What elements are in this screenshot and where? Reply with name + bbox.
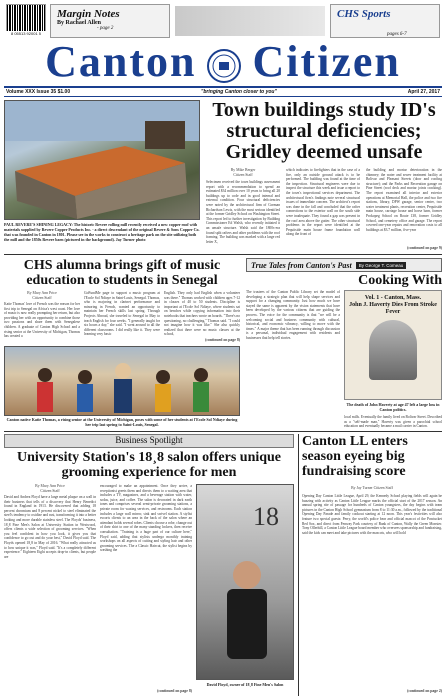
masthead xyxy=(0,37,446,86)
masthead-canton: Canton xyxy=(45,37,197,86)
canton-ll-col-1: Opening Day Canton Little League, April 29, the Kennedy School playing fields will again be buzzing with activity as Canton Little League marks the official start of the 2017 season. An annual spring rite of passage for hundreds of Canton youngsters, the day begins with team pictures in the Canton High School gymnasium from 8 to 11:30 a.m., followed by the traditional Opening Day Parade and family cookout starting at 12 noon. This year's festivities will also feature two special guests: Perry, the world's police bear and official mascot of the Pawtucket Red Sox, and direct from Fenway Park courtesy of Bank of Canton, Wally the Green Monster. Tony Ollerhill, a Canton Little League board member who oversees sponsorship and fundraising, said the kids can meet and take pictures with the mascots, who will hold xyxy=(302,494,442,535)
canton-ll-continued[interactable]: (continued on page 2) xyxy=(407,689,442,693)
teaser-page: - page 2 xyxy=(97,26,114,31)
lead-byline: By Mike Berger Citizen Staff xyxy=(230,168,256,177)
alumna-photo xyxy=(4,346,240,416)
svg-text:18: 18 xyxy=(253,502,279,531)
teaser-subtitle: By Rachael Allen xyxy=(57,20,102,26)
teaser-margin-notes[interactable] xyxy=(50,4,170,38)
teaser-chs-sports[interactable] xyxy=(330,4,440,38)
masthead-citizen: Citizen xyxy=(252,37,401,86)
teaser-page: pages 6-7 xyxy=(387,32,407,37)
lead-col-1: Selectmen received the town buildings assessment report with a recommendation to spend an estimated $34 million over 10 years to bring all 20 buildings up to code and in good internal and external condition. Four structural deficiencies were noted by the architectural firm of Gorman Richardson Lewis, with the most serious identified at the former Gridley School on Washington Street. This report led to further investigation by Building Commissioner Ed Walsh, who recently initiated it an unsafe structure. Walsh said the 1800s-era found split rafters and other problems with the roof framing. The building was marked with a large red letter X, xyxy=(206,180,280,244)
issue-date: April 27, 2017 xyxy=(407,89,440,95)
business-col-1: David and Andrea Floyd have a large metal plaque on a wall in their business that tells of a discovery that Henry Benedict found in England in 1913. He discovered that adding 18 percent chromium and 8 percent nickel to steel eliminated the steel's tendency to oxidize and rust, transforming it into a better looking and more durable stainless steel. The Floyds' business, 18¸8 Fine Men's Salon at University Station in Westwood, offers clients a wide selection of grooming services. "When you feel confident in how you look, it gives you that confidence to go out and do your best," David Floyd said. The Floyds opened 18¸8 in May of 2016. "What really attracted us to how unique it was," Floyd said. "It's a completely different experience." Eighteen Eight accepts drop-in clients, but people are xyxy=(4,495,96,559)
true-tales-title: True Tales from Canton's Past xyxy=(251,260,352,270)
haverty-caption: The death of John Haverty at age 47 left a large loss in Canton politics. xyxy=(346,402,440,412)
clipping-text: Vol. 1 - Canton, Mass. John J. Haverty Dies From Stroke Fever xyxy=(349,295,437,315)
lead-col-3: the building and mortar deterioration in the chimney; the water and sewer treatment facility at Bolivar and Pleasant Streets (door and roofing structure); and the Parks and Recreation garage on Pine Street (roof deck and mortar joints cracking). The report examined all interior and exterior operations at Memorial Hall, the police and two fire stations, library, DPW garage, senior center, two water treatment plants, recreation center, Pequitside main house, carriage house and horse barn, former Prokopeg School on Route 138, former Gridley School, and cemetery office and garage. The report covered one-year repairs and renovation costs to all buildings at $3.7 million, five-year xyxy=(366,168,442,232)
alumna-byline: By Mary Ann Price Citizen Staff xyxy=(27,291,57,300)
true-tales-byline: By George T. Comeau xyxy=(356,262,406,269)
divider xyxy=(4,254,442,255)
header-ad-photo xyxy=(175,6,325,36)
lead-headline[interactable]: Town buildings study ID's structural deficiencies; Gridley deemed unsafe xyxy=(212,99,436,163)
barcode-icon xyxy=(6,4,46,34)
volume-issue: Volume XXX Issue 35 $1.00 xyxy=(6,89,71,95)
barcode-number: 8 05513 92001 5 xyxy=(6,31,46,37)
true-tales-col-3: local mills. Eventually the family lived on Bolivar Street. Described as a "self-made man," Haverty was given a parochial school education and eventually became a mail carrier in Canton. xyxy=(344,415,442,429)
canton-ll-byline: By Jay Turner Citizen Staff xyxy=(351,486,393,490)
haverty-clipping xyxy=(344,290,442,400)
true-tales-col-1: The trustees of the Canton Public Library set the model of developing a strategic plan that will help shape services and support for a changing community. Just how much we have stayed the same is apparent by the vision statements that have been developed by the various citizens that are guiding the process. The voice for the community is that "we will be a welcoming social and business community with cultural, historical, and economic vibrancy, willing to move with the times." A major theme that has been running through discussion is a personal, individual engagement with residents and businesses that help tell stories. xyxy=(246,290,340,340)
column-divider xyxy=(298,434,299,696)
true-tales-banner xyxy=(246,258,442,272)
business-continued[interactable]: (continued on page 8) xyxy=(157,689,192,693)
divider xyxy=(4,431,442,432)
alumna-headline[interactable]: CHS alumna brings gift of music education to students in Senegal xyxy=(23,258,221,288)
revere-mill-photo xyxy=(4,100,200,220)
alumna-photo-caption: Canton native Katie Thomas, a rising senior at the University of Michigan, poses with some of her students at l'Ecole Sol Ndiaye during her trip last spring to Saint-Louis, Senegal. xyxy=(6,417,238,427)
business-byline: By Mary Ann Price Citizen Staff xyxy=(35,484,65,493)
lead-col-2: which indicates to firefighters that in the case of a fire, only an outside ground attack is to be performed. The building was found at the time of the inspection. Structural engineers were due to inspect the structure this week and issue a report to the town's inspectional services department. The architectural firm's findings note several structural issues of immediate concern. The architect's report was done in the fall and concluded that the rafter connections to the exterior wall on the south side were inadequate. They found a gap was present in the roof area above the gutter. The other structural problems in the report were identified at the Pequitside main house frame foundation wall along the front of xyxy=(286,168,360,237)
alumna-col-1: Katie Thomas' love of French was the reason for her first trip to Senegal on Africa's west coast. Her love of music is now really prompting her return, but also providing her with an opportunity to combine those two passions and share them with Senegalese children. A graduate of Canton High School and a rising senior at the University of Michigan, Thomas has created a xyxy=(4,302,80,339)
slogan: "bringing Canton closer to you" xyxy=(201,89,277,95)
teaser-title: Margin Notes xyxy=(57,8,120,20)
alumna-col-3: English. They only had English when a volunteer was there." Thomas worked with children ages 7-12 in classes of 40 to 50 students. Discipline is important at l'Ecole Sol Ndiaye, where students sat on benches while copying information into their notebooks that teachers wrote on boards. "There's no questioning, no challenging," Thomas said. "I could not imagine how it was like." She also quickly realized that there were no music classes at the school, xyxy=(164,291,240,337)
lead-continued[interactable]: (continued on page 9) xyxy=(407,246,442,250)
dateline xyxy=(4,86,442,97)
true-tales-headline[interactable]: Cooking With xyxy=(358,273,442,288)
floyd-photo xyxy=(196,484,294,680)
alumna-col-2: GoFundMe page to support a music program at l'Ecole Sol Ndiaye in Saint-Louis, Senegal. Thomas, who is majoring in clarinet performance and minoring in French, wanted an opportunity to maintain her French skills last spring. Through Projects Abroad, she traveled to Senegal in May to teach English for four weeks. "I generally taught for six hours a day," she said. "I went around to all the different classrooms. I did really like it. They were learning very basic xyxy=(84,291,160,337)
business-headline[interactable]: University Station's 18¸8 salon offers unique grooming experience for men xyxy=(16,450,282,480)
canton-ll-headline[interactable]: Canton LL enters season eyeing big fundraising score xyxy=(302,434,408,479)
haverty-portrait xyxy=(369,320,417,380)
business-col-2: encouraged to make an appointment. Once they arrive, a receptionist greets them and directs them to a waiting area that includes a TV, magazines, and a beverage station with water, sodas, juice, and coffee. The salon is decorated in dark earth tones and comprises several semi-private grooming stations, a private room for waxing services, and restrooms. Each station includes a large wall mirror, sink and swivel station. A stylist escorts clients to an area in the back of the salon where an attendant holds several robes. Clients choose a robe, change out of their shirt to one of the many standing lockers, then receive consultation. "Training is a huge part of our culture here," Floyd said, adding that stylists undergo monthly training workshops on all aspects of cutting and styling hair and other grooming services. The a Classic Haircut, the stylist begins by washing the xyxy=(100,484,192,553)
business-spotlight-tag: Business Spotlight xyxy=(4,434,294,448)
floyd-photo-caption: David Floyd, owner of 18¸8 Fine Men's Salon xyxy=(206,682,284,687)
town-seal-icon xyxy=(200,40,248,84)
top-photo-caption: PAUL REVERE'S SHINING LEGACY: The historic Revere rolling mill recently received a new copper roof with materials supplied by Revere Copper Products Inc. - a direct descendant of the original Revere & Sons Copper Co. that was founded in Canton in 1801. Please see in the works to construct a heritage park on the site utilizing both the mill and the 1850s Revere barn (pictured in the background). Jay Turner photo xyxy=(4,222,200,242)
alumna-continued[interactable]: (continued on page 8) xyxy=(205,338,240,342)
teaser-title: CHS Sports xyxy=(337,8,391,20)
